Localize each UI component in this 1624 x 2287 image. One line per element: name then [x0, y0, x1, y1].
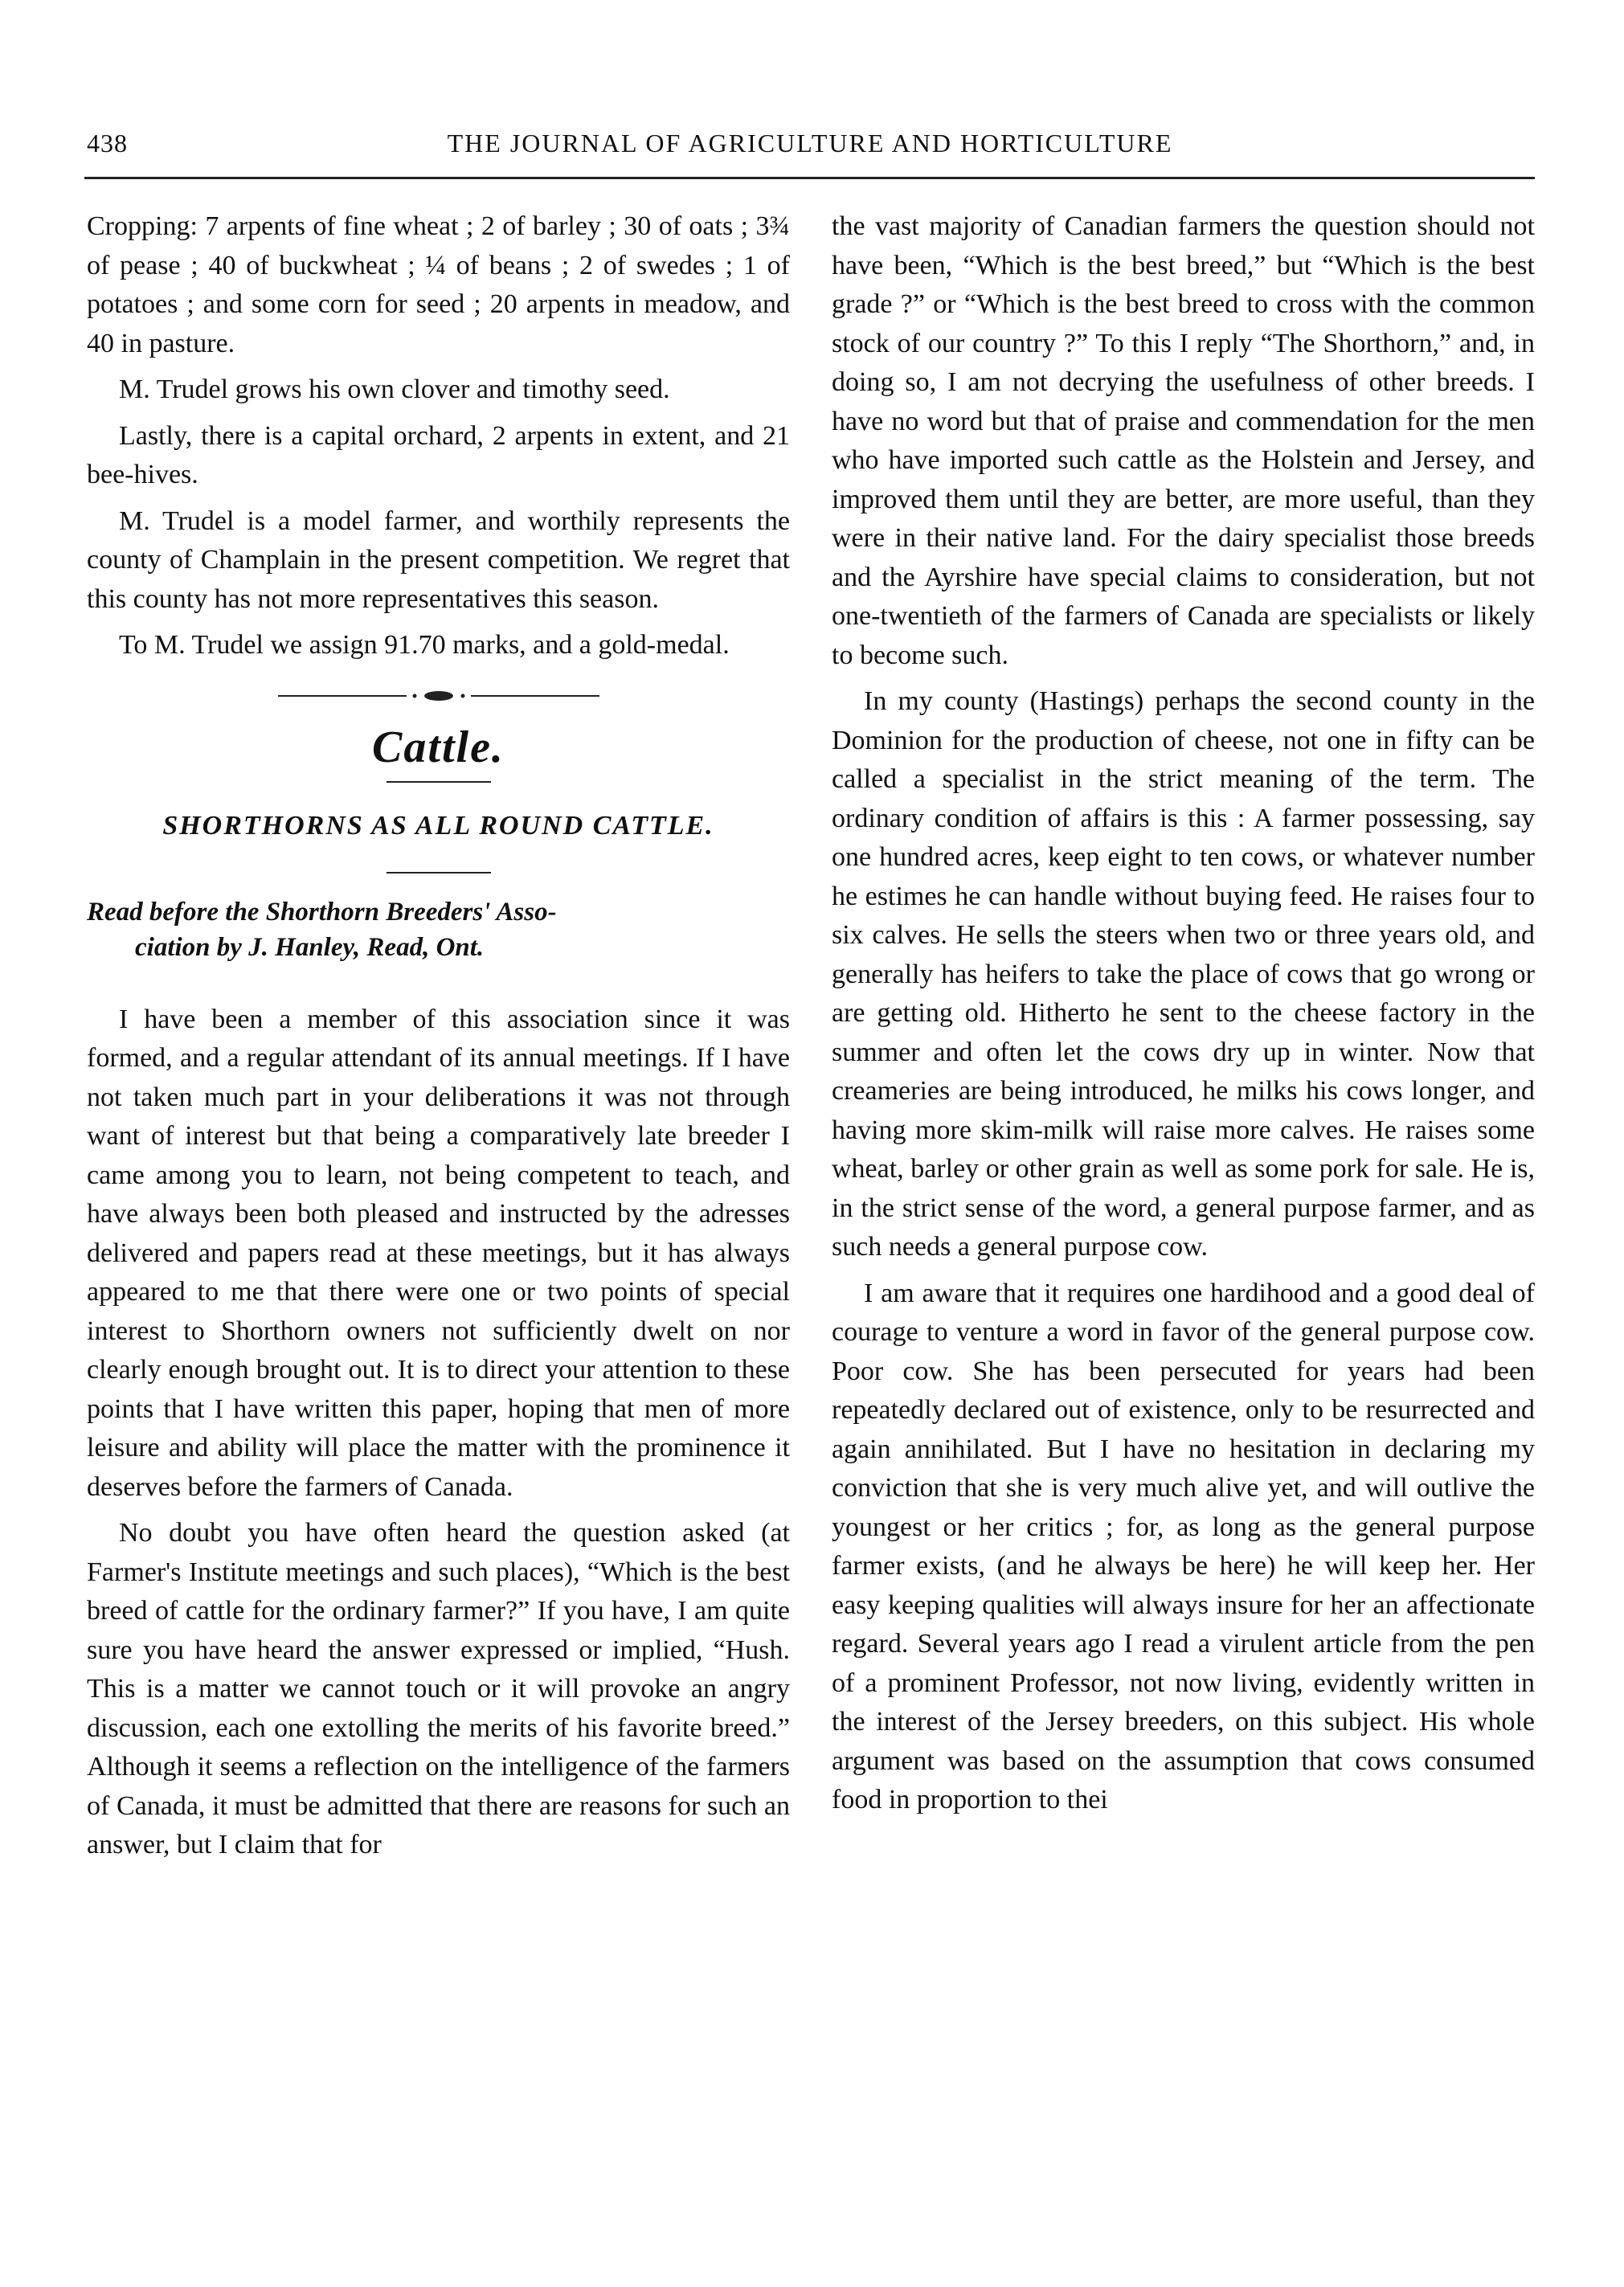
divider [387, 872, 491, 873]
divider [387, 781, 491, 783]
article-title: SHORTHORNS AS ALL ROUND CATTLE. [162, 811, 714, 841]
paragraph: To M. Trudel we assign 91.70 marks, and a gold-medal. [119, 630, 730, 660]
left-column [87, 207, 790, 1872]
paragraph: Cropping: 7 arpents of fine wheat ; 2 of barley ; 30 of oats ; 3¾ of pease ; 40 of buckwheat ; ¼ of beans ; 2 of swedes ; 1 of potatoes ; and some corn for seed ; 20 arpents in meadow, and 40 in pasture. [87, 211, 790, 358]
right-column [832, 207, 1535, 1827]
section-title: Cattle. [372, 722, 505, 772]
paragraph: M. Trudel grows his own clover and timothy seed. [119, 374, 670, 404]
journal-title: THE JOURNAL OF AGRICULTURE AND HORTICULTURE [447, 129, 1173, 158]
section-ornament [278, 688, 599, 704]
paragraph: I have been a member of this association since it was formed, and a regular attendant of its annual meetings. If I have not taken much part in your deliberations it was not through want of interest but that being a comparatively late breeder I came among you to learn, not being competent to teach, and have always been both pleased and instructed by the adresses delivered and papers read at these meetings, but it has always appeared to me that there were one or two points of special interest to Shorthorn owners not sufficiently dwelt on nor clearly enough brought out. It is to direct your attention to these points that I have written this paper, hoping that men of more leisure and ability will place the matter with the prominence it deserves before the farmers of Canada. [87, 1004, 790, 1502]
paragraph: the vast majority of Canadian farmers the question should not have been, “Which is the best breed,” but “Which is the best grade ?” or “Which is the best breed to cross with the common stock of our country ?” To this I reply “The Shorthorn,” and, in doing so, I am not decrying the usefulness of other breeds. I have no word but that of praise and commendation for the men who have imported such cattle as the Holstein and Jersey, and improved them until they are better, are more useful, than they were in their native land. For the dairy specialist those breeds and the Ayrshire have special claims to consideration, but not one-twentieth of the farmers of Canada are specialists or likely to become such. [832, 211, 1535, 670]
header-rule [84, 177, 1535, 179]
paragraph: No doubt you have often heard the question asked (at Farmer's Institute meetings and such places), “Which is the best breed of cattle for the ordinary farmer?” If you have, I am quite sure you have heard the answer expressed or implied, “Hush. This is a matter we cannot touch or it will provoke an angry discussion, each one extolling the merits of his favorite breed.” Although it seems a reflection on the intelligence of the farmers of Canada, it must be admitted that there are reasons for such an answer, but I claim that for [87, 1518, 790, 1859]
paragraph: In my county (Hastings) perhaps the second county in the Dominion for the production of cheese, not one in fifty can be called a specialist in the strict meaning of the term. The ordinary condition of affairs is this : A farmer possessing, say one hundred acres, keep eight to ten cows, or whatever number he estimes he can handle without buying feed. He raises four to six calves. He sells the steers when two or three years old, and generally has heifers to take the place of cows that go wrong or are getting old. Hitherto he sent to the cheese factory in the summer and often let the cows dry up in winter. Now that creameries are being introduced, he milks his cows longer, and having more skim-milk will raise more calves. He raises some wheat, barley or other grain as well as some pork for sale. He is, in the strict sense of the word, a general purpose farmer, and as such needs a general purpose cow. [832, 686, 1535, 1262]
page-header [87, 129, 1533, 164]
byline-line: Read before the Shorthorn Breeders' Asso- [87, 897, 557, 927]
article-byline [87, 894, 790, 965]
paragraph: Lastly, there is a capital orchard, 2 arpents in extent, and 21 bee-hives. [87, 420, 790, 489]
paragraph: I am aware that it requires one hardihood and a good deal of courage to venture a word in favor of the general purpose cow. Poor cow. She has been persecuted for years had been repeatedly declared out of existence, only to be resurrected and again annihilated. But I have no hesitation in declaring my conviction that she is very much alive yet, and will outlive the youngest or her critics ; for, as long as the general purpose farmer exists, (and he always be here) he will keep her. Her easy keeping qualities will always insure for her an affectionate regard. Several years ago I read a virulent article from the pen of a prominent Professor, not now living, evidently written in the interest of the Jersey breeders, on this subject. His whole argument was based on the assumption that cows consumed food in proportion to thei [832, 1278, 1535, 1814]
byline-line: ciation by J. Hanley, Read, Ont. [135, 932, 485, 962]
paragraph: M. Trudel is a model farmer, and worthily represents the county of Champlain in the present competition. We regret that this county has not more representatives this season. [87, 505, 790, 614]
page-number: 438 [87, 129, 128, 158]
